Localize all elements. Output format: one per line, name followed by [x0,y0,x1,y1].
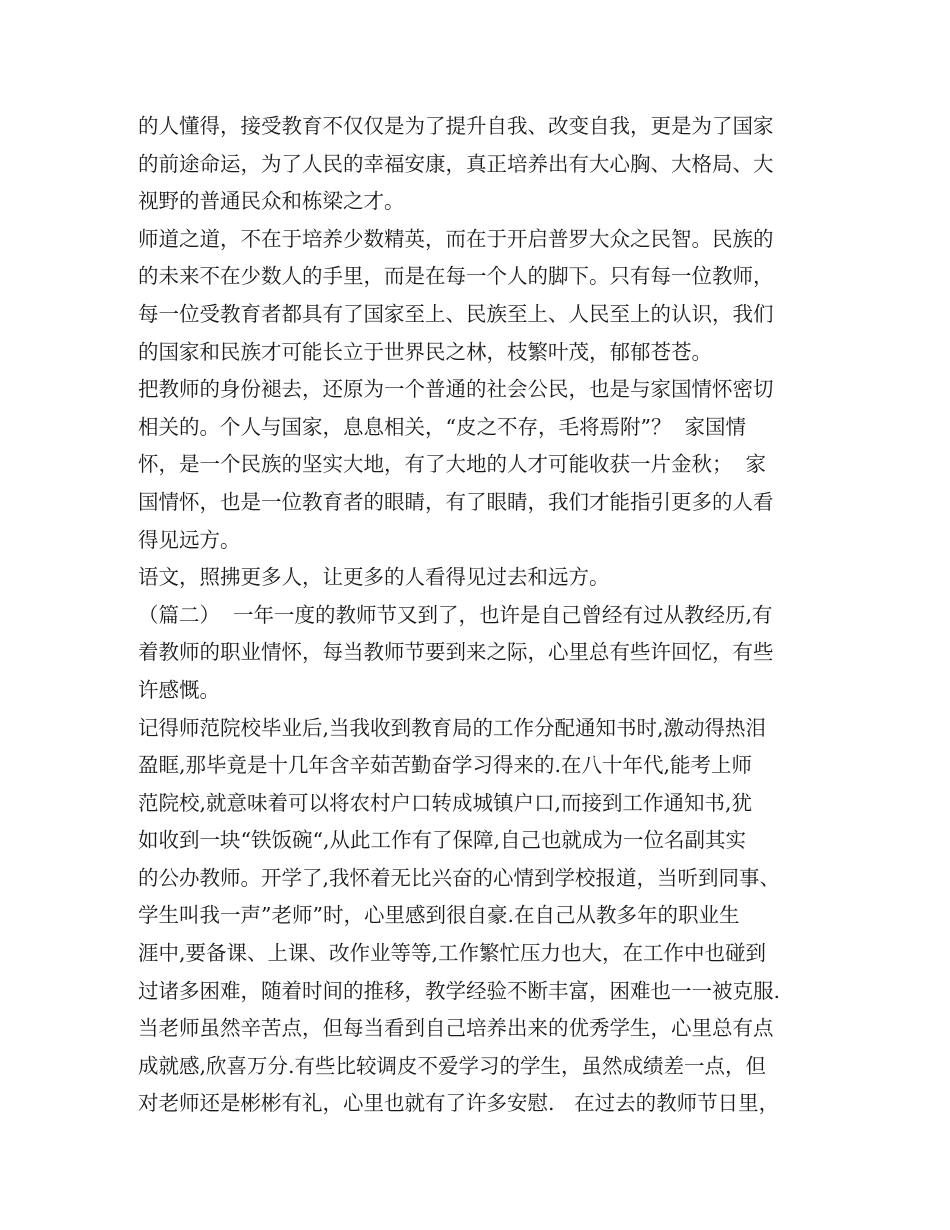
text-line: 学生叫我一声”老师”时，心里感到很自豪.在自己从教多年的职业生 [138,903,740,928]
body-text [138,108,838,1123]
text-line: 的国家和民族才可能长立于世界民之林，枝繁叶茂，郁郁苍苍。 [138,339,712,364]
text-line: 盈眶,那毕竟是十几年含辛茹苦勤奋学习得来的.在八十年代,能考上师 [138,753,753,778]
text-line: 对老师还是彬彬有礼，心里也就有了许多安慰. 在过去的教师节日里， [138,1091,780,1116]
text-line: 怀，是一个民族的坚实大地，有了大地的人才可能收获一片金秋； 家 [138,452,767,477]
text-line: 每一位受教育者都具有了国家至上、民族至上、人民至上的认识，我们 [138,301,774,326]
text-line: 的前途命运，为了人民的幸福安康，真正培养出有大心胸、大格局、大 [138,151,774,176]
text-line: 师道之道，不在于培养少数精英，而在于开启普罗大众之民智。民族的 [138,226,774,251]
text-line: 记得师范院校毕业后,当我收到教育局的工作分配通知书时,激动得热泪 [138,715,767,740]
text-line: 的未来不在少数人的手里，而是在每一个人的脚下。只有每一位教师， [138,264,774,289]
text-line: （篇二） 一年一度的教师节又到了，也许是自己曾经有过从教经历,有 [138,602,773,627]
text-line: 相关的。个人与国家，息息相关，“皮之不存，毛将焉附”？ 家国情 [138,414,746,439]
text-line: 涯中,要备课、上课、改作业等等,工作繁忙压力也大，在工作中也碰到 [138,941,767,966]
text-line: 视野的普通民众和栋梁之才。 [138,189,405,214]
text-line: 成就感,欣喜万分.有些比较调皮不爱学习的学生，虽然成绩差一点，但 [138,1053,767,1078]
text-line: 把教师的身份褪去，还原为一个普通的社会公民，也是与家国情怀密切 [138,377,774,402]
text-line: 的公办教师。开学了,我怀着无比兴奋的心情到学校报道，当听到同事、 [138,865,781,890]
text-line: 语文，照拂更多人，让更多的人看得见过去和远方。 [138,565,610,590]
text-line: 如收到一块“铁饭碗“,从此工作有了保障,自己也就成为一位名副其实 [138,828,746,853]
text-line: 过诸多困难，随着时间的推移，教学经验不断丰富，困难也一一被克服. [138,978,781,1003]
text-line: 范院校,就意味着可以将农村户口转成城镇户口,而接到工作通知书,犹 [138,790,753,815]
text-line: 着教师的职业情怀，每当教师节要到来之际，心里总有些许回忆，有些 [138,640,774,665]
text-line: 当老师虽然辛苦点，但每当看到自己培养出来的优秀学生，心里总有点 [138,1016,774,1041]
text-line: 国情怀，也是一位教育者的眼睛，有了眼睛，我们才能指引更多的人看 [138,489,774,514]
text-line: 许感慨。 [138,677,220,702]
text-line: 的人懂得，接受教育不仅仅是为了提升自我、改变自我，更是为了国家 [138,114,774,138]
text-line: 得见远方。 [138,527,241,552]
